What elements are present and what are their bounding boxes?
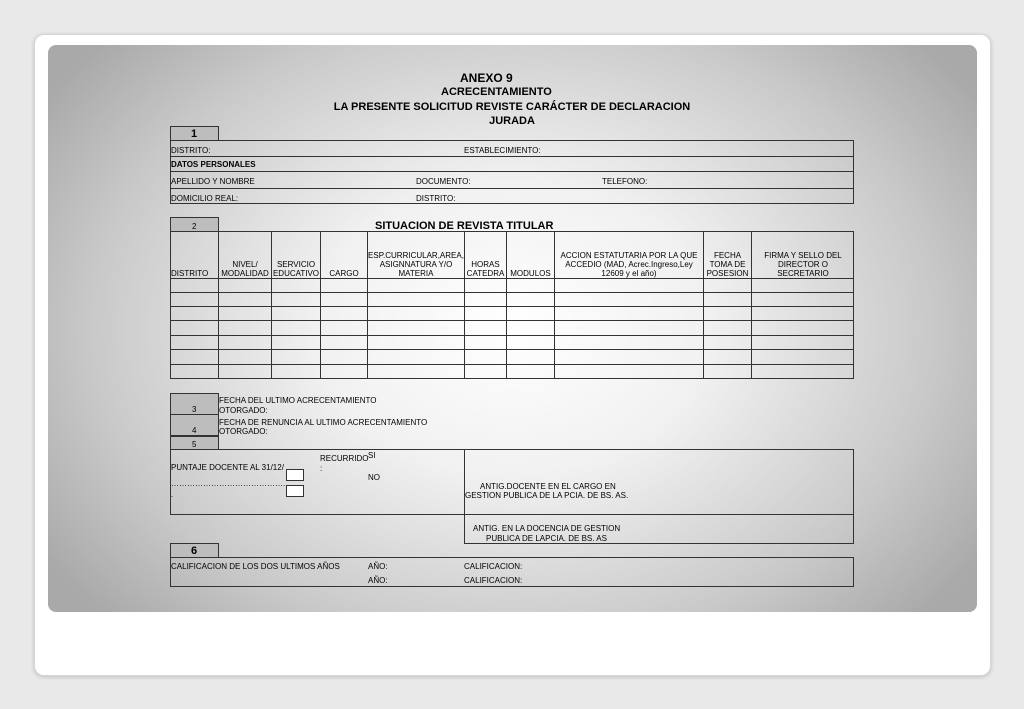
puntaje-docente-label: PUNTAJE DOCENTE AL 31/12/ [171,463,284,472]
recurrido-si-checkbox[interactable] [286,469,304,481]
section-1-tab [170,126,219,141]
recurrido-no-checkbox[interactable] [286,485,304,497]
telefono-label: TELEFONO: [602,177,648,186]
section-6-tab [170,543,219,558]
recurrido-label: RECURRIDO [320,454,369,463]
antig-docencia-label-2: PUBLICA DE LAPCIA. DE BS. AS [486,534,607,543]
calificacion-1-label: CALIFICACION: [464,562,523,571]
calificacion-dos-anios-label: CALIFICACION DE LOS DOS ULTIMOS AÑOS [171,562,340,571]
puntaje-dots: ……………………………………. [171,479,286,488]
section-2-number: 2 [192,222,197,231]
apellido-nombre-label: APELLIDO Y NOMBRE [171,177,255,186]
col-header-distrito: DISTRITO [171,269,209,278]
fecha-ultimo-acrecentamiento-label: FECHA DEL ULTIMO ACRECENTAMIENTO [219,396,377,405]
section-4-tab [170,414,219,436]
row-divider [170,171,854,172]
fecha-renuncia-otorgado-label: OTORGADO: [219,427,268,436]
anio-1-label: AÑO: [368,562,388,571]
section-5-tab [170,436,219,450]
col-header-nivel: NIVEL/ MODALIDAD [221,260,269,278]
section-2-title: SITUACION DE REVISTA TITULAR [375,220,554,232]
col-header-servicio: SERVICIO EDUCATIVO [272,260,320,278]
table-col-divider [751,231,752,379]
col-header-cargo: CARGO [329,269,359,278]
col-header-fecha-toma: FECHA TOMA DE POSESION [706,251,749,278]
calificacion-2-label: CALIFICACION: [464,576,523,585]
recurrido-si-label: SI [368,451,376,460]
datos-personales-heading: DATOS PERSONALES [171,160,256,169]
antig-docencia-label-1: ANTIG. EN LA DOCENCIA DE GESTION [473,524,621,533]
documento-label: DOCUMENTO: [416,177,471,186]
domicilio-label: DOMICILIO REAL: [171,194,239,203]
table-col-divider [506,231,507,379]
section-5-number: 5 [192,440,197,449]
col-header-accion-estatutaria: ACCION ESTATUTARIA POR LA QUE ACCEDIO (MAD, Acrec.Ingreso,Ley 12609 y el año) [560,251,698,278]
recurrido-colon: : [320,464,323,473]
section-3-number: 3 [192,405,197,414]
fecha-renuncia-label: FECHA DE RENUNCIA AL ULTIMO ACRECENTAMIENTO [219,418,428,427]
form-subtitle: ACRECENTAMIENTO [441,86,552,98]
establecimiento-label: ESTABLECIMIENTO: [464,146,541,155]
fecha-ultimo-otorgado-label: OTORGADO: [219,406,268,415]
section-3-tab [170,393,219,415]
recurrido-no-label: NO [368,473,380,482]
declaration-line-2: JURADA [489,115,535,127]
col-header-esp-curricular: ESP.CURRICULAR,AREA, ASIGNNATURA Y/O MATERIA [368,251,464,278]
annex-title: ANEXO 9 [460,71,513,85]
row-divider [170,188,854,189]
antig-cargo-label-1: ANTIG.DOCENTE EN EL CARGO EN [480,482,616,491]
distrito-domicilio-label: DISTRITO: [416,194,456,203]
distrito-label: DISTRITO: [171,146,211,155]
table-col-divider [320,231,321,379]
col-header-horas-catedra: HORAS CATEDRA [466,260,505,278]
table-col-divider [464,231,465,379]
row-divider [170,156,854,157]
col-header-firma-sello: FIRMA Y SELLO DEL DIRECTOR O SECRETARIO [764,251,842,278]
anio-2-label: AÑO: [368,576,388,585]
section-2-tab [170,217,219,232]
section-1-number: 1 [191,128,198,140]
table-col-divider [271,231,272,379]
antig-cargo-label-2: GESTION PUBLICA DE LA PCIA. DE BS. AS. [465,491,629,500]
declaration-line-1: LA PRESENTE SOLICITUD REVISTE CARÁCTER DE DECLARACION [333,101,691,113]
section-6-number: 6 [191,545,198,557]
table-col-divider [554,231,555,379]
section-4-number: 4 [192,426,197,435]
table-col-divider [218,231,219,379]
puntaje-dot: . [171,490,174,499]
col-header-modulos: MODULOS [510,269,551,278]
